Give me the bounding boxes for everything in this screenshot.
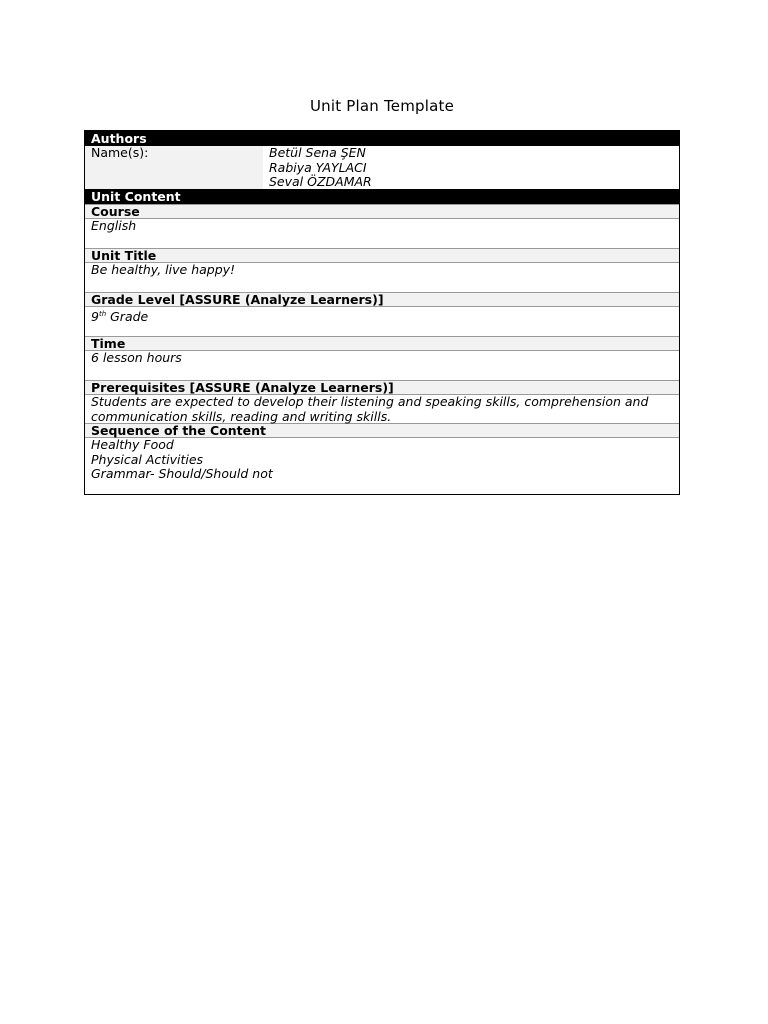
sequence-item: Physical Activities: [91, 451, 204, 467]
unit-title-label: Unit Title: [85, 248, 679, 263]
sequence-value: [85, 438, 679, 494]
sequence-label: Sequence of the Content: [85, 423, 679, 438]
grade-word: Grade: [106, 309, 149, 325]
grade-level-value: [85, 307, 679, 336]
unit-plan-form: [84, 130, 680, 495]
page-title: Unit Plan Template: [309, 97, 455, 115]
authors-row: [85, 146, 679, 189]
time-label: Time: [85, 336, 679, 351]
authors-label: Name(s):: [85, 146, 263, 189]
grade-suffix: th: [98, 310, 107, 318]
unit-title-value: Be healthy, live happy!: [91, 262, 236, 277]
sequence-item: Grammar- Should/Should not: [91, 466, 273, 481]
author-name: Seval ÖZDAMAR: [269, 174, 372, 189]
prerequisites-value: Students are expected to develop their listening and speaking skills, comprehension and communication skills, reading and writing skills.: [91, 394, 649, 424]
unit-content-header: Unit Content: [85, 189, 679, 204]
authors-names: [263, 146, 679, 189]
sequence-item: Healthy Food: [91, 437, 174, 452]
course-value: English: [91, 218, 137, 233]
course-label: Course: [85, 204, 679, 219]
authors-header: Authors: [85, 131, 679, 146]
author-name: Betül Sena ŞEN: [269, 145, 366, 160]
grade-number: 9: [91, 309, 99, 325]
author-name: Rabiya YAYLACI: [269, 159, 367, 175]
prerequisites-label: Prerequisites [ASSURE (Analyze Learners)]: [85, 380, 679, 395]
time-value: 6 lesson hours: [91, 350, 182, 365]
grade-level-label: Grade Level [ASSURE (Analyze Learners)]: [85, 292, 679, 307]
